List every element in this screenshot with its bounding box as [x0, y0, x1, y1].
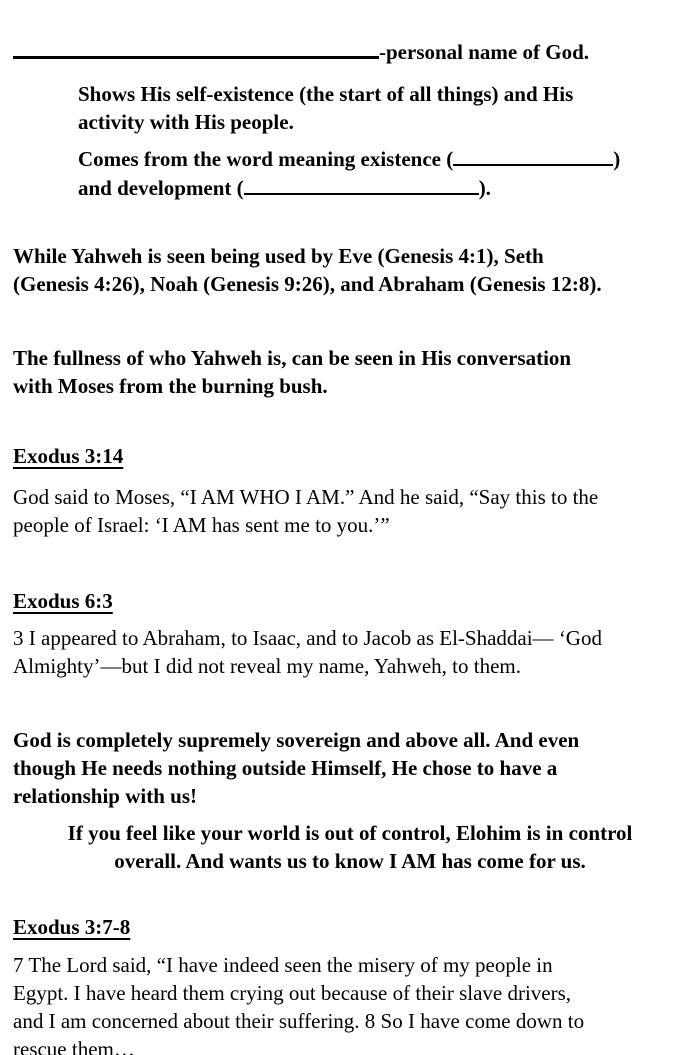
heading-exodus-6-3: Exodus 6:3 — [13, 588, 113, 613]
paragraph-line: (Genesis 4:26), Noah (Genesis 9:26), and Abraham (Genesis 12:8). — [13, 271, 602, 296]
verse-line: God said to Moses, “I AM WHO I AM.” And he said, “Say this to the — [13, 484, 599, 509]
blank-existence[interactable] — [453, 144, 613, 166]
heading-exodus-3-7-8: Exodus 3:7-8 — [13, 914, 131, 939]
paragraph-line: overall. And wants us to know I AM has come for us. — [114, 848, 586, 873]
paragraph-line: relationship with us! — [13, 783, 197, 808]
verse-line: people of Israel: ‘I AM has sent me to you.’” — [13, 512, 390, 537]
paragraph-line: Shows His self-existence (the start of all things) and His — [78, 81, 574, 106]
paragraph-line: The fullness of who Yahweh is, can be seen in His conversation — [13, 345, 572, 370]
word-meaning-line2-close: ). — [478, 175, 491, 200]
fullness-paragraph — [13, 344, 687, 400]
paragraph-line: God is completely supremely sovereign and above all. And even — [13, 727, 580, 752]
verse-line: rescue them… — [13, 1036, 135, 1055]
verse-line: and I am concerned about their suffering. 8 So I have come down to — [13, 1008, 585, 1033]
paragraph-line — [78, 144, 687, 173]
verse-exodus-3-7-8 — [13, 951, 687, 1055]
verse-line: 7 The Lord said, “I have indeed seen the misery of my people in — [13, 952, 553, 977]
blank-development[interactable] — [244, 173, 479, 195]
paragraph-line: While Yahweh is seen being used by Eve (Genesis 4:1), Seth — [13, 243, 544, 268]
control-callout-paragraph — [13, 819, 687, 875]
word-meaning-paragraph — [78, 144, 687, 202]
word-meaning-line2-text: and development ( — [78, 175, 244, 200]
word-meaning-line1-close: ) — [613, 146, 621, 171]
while-yahweh-paragraph — [13, 242, 687, 298]
verse-line: Egypt. I have heard them crying out because of their slave drivers, — [13, 980, 572, 1005]
personal-name-text: -personal name of God. — [379, 39, 589, 64]
title-line — [13, 36, 687, 66]
verse-exodus-6-3 — [13, 624, 687, 680]
paragraph-line: If you feel like your world is out of control, Elohim is in control — [67, 820, 633, 845]
paragraph-line: though He needs nothing outside Himself, He chose to have a — [13, 755, 558, 780]
verse-line: 3 I appeared to Abraham, to Isaac, and to Jacob as El-Shaddai— ‘God — [13, 625, 602, 650]
heading-exodus-3-14: Exodus 3:14 — [13, 443, 124, 468]
sovereign-paragraph — [13, 726, 687, 810]
paragraph-line — [78, 173, 687, 202]
paragraph-line: with Moses from the burning bush. — [13, 373, 328, 398]
paragraph-line: activity with His people. — [78, 109, 294, 134]
blank-personal-name[interactable] — [13, 36, 379, 59]
verse-line: Almighty’—but I did not reveal my name, Yahweh, to them. — [13, 653, 522, 678]
word-meaning-line1-text: Comes from the word meaning existence ( — [78, 146, 454, 171]
verse-exodus-3-14 — [13, 483, 687, 539]
shows-self-existence-paragraph — [78, 80, 687, 136]
